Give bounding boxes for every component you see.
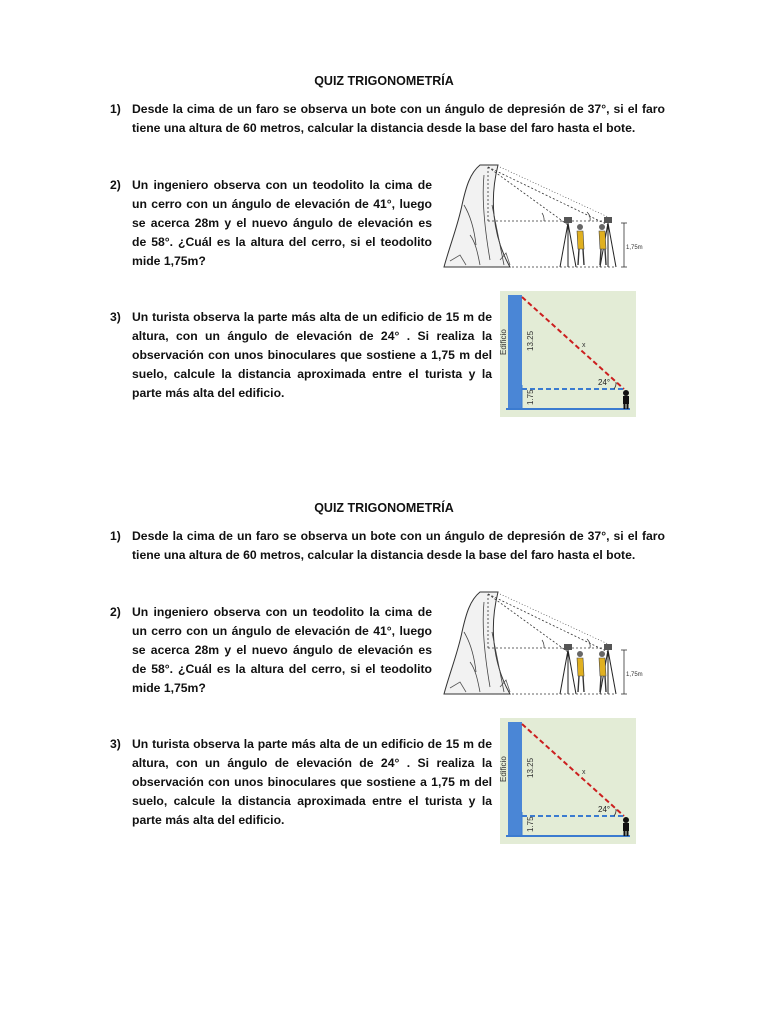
lower-height-label: 1.75 <box>526 816 535 832</box>
problem-number: 2) <box>110 178 121 192</box>
problem-number: 1) <box>110 102 121 116</box>
theodolite-hill-figure <box>440 592 643 704</box>
building-label: Edificio <box>499 756 508 782</box>
problem-number: 3) <box>110 310 121 324</box>
building-bar <box>508 722 522 836</box>
quiz-block-2 <box>0 497 768 907</box>
upper-height-label: 13.25 <box>526 757 535 778</box>
building-angle-figure <box>500 291 636 417</box>
angle-label: 24° <box>598 378 611 387</box>
upper-height-label: 13.25 <box>526 330 535 351</box>
building-angle-figure <box>500 718 636 844</box>
quiz-title: QUIZ TRIGONOMETRÍA <box>314 74 454 88</box>
problem-text: Un turista observa la parte más alta de un edificio de 15 m de altura, con un ángulo de elevación de 24° . Si realiza la observación con unos binoculares que sostiene a 1,75 m del suelo, calcule la distancia aproximada entre el turista y la parte más alta del edificio. <box>132 737 492 827</box>
building-bar <box>508 295 522 409</box>
quiz-block-1 <box>0 70 768 480</box>
problem-number: 1) <box>110 529 121 543</box>
hypotenuse-label: x <box>582 769 586 776</box>
quiz-title: QUIZ TRIGONOMETRÍA <box>314 501 454 515</box>
angle-label: 24° <box>598 805 611 814</box>
problem-number: 3) <box>110 737 121 751</box>
problem-text: Un ingeniero observa con un teodolito la cima de un cerro con un ángulo de elevación de 41°, luego se acerca 28m y el nuevo ángulo de elevación es de 58°. ¿Cuál es la altura del cerro, si el teodolito mide 1,75m? <box>132 178 432 268</box>
problem-number: 2) <box>110 605 121 619</box>
height-label: 1,75m <box>626 245 643 251</box>
lower-height-label: 1.75 <box>526 389 535 405</box>
theodolite-hill-figure <box>440 165 643 277</box>
problem-text: Desde la cima de un faro se observa un bote con un ángulo de depresión de 37°, si el faro tiene una altura de 60 metros, calcular la distancia desde la base del faro hasta el bote. <box>132 102 665 135</box>
problem-text: Un ingeniero observa con un teodolito la cima de un cerro con un ángulo de elevación de 41°, luego se acerca 28m y el nuevo ángulo de elevación es de 58°. ¿Cuál es la altura del cerro, si el teodolito mide 1,75m? <box>132 605 432 695</box>
problem-text: Un turista observa la parte más alta de un edificio de 15 m de altura, con un ángulo de elevación de 24° . Si realiza la observación con unos binoculares que sostiene a 1,75 m del suelo, calcule la distancia aproximada entre el turista y la parte más alta del edificio. <box>132 310 492 400</box>
building-label: Edificio <box>499 329 508 355</box>
height-label: 1,75m <box>626 672 643 678</box>
problem-text: Desde la cima de un faro se observa un bote con un ángulo de depresión de 37°, si el faro tiene una altura de 60 metros, calcular la distancia desde la base del faro hasta el bote. <box>132 529 665 562</box>
hypotenuse-label: x <box>582 342 586 349</box>
